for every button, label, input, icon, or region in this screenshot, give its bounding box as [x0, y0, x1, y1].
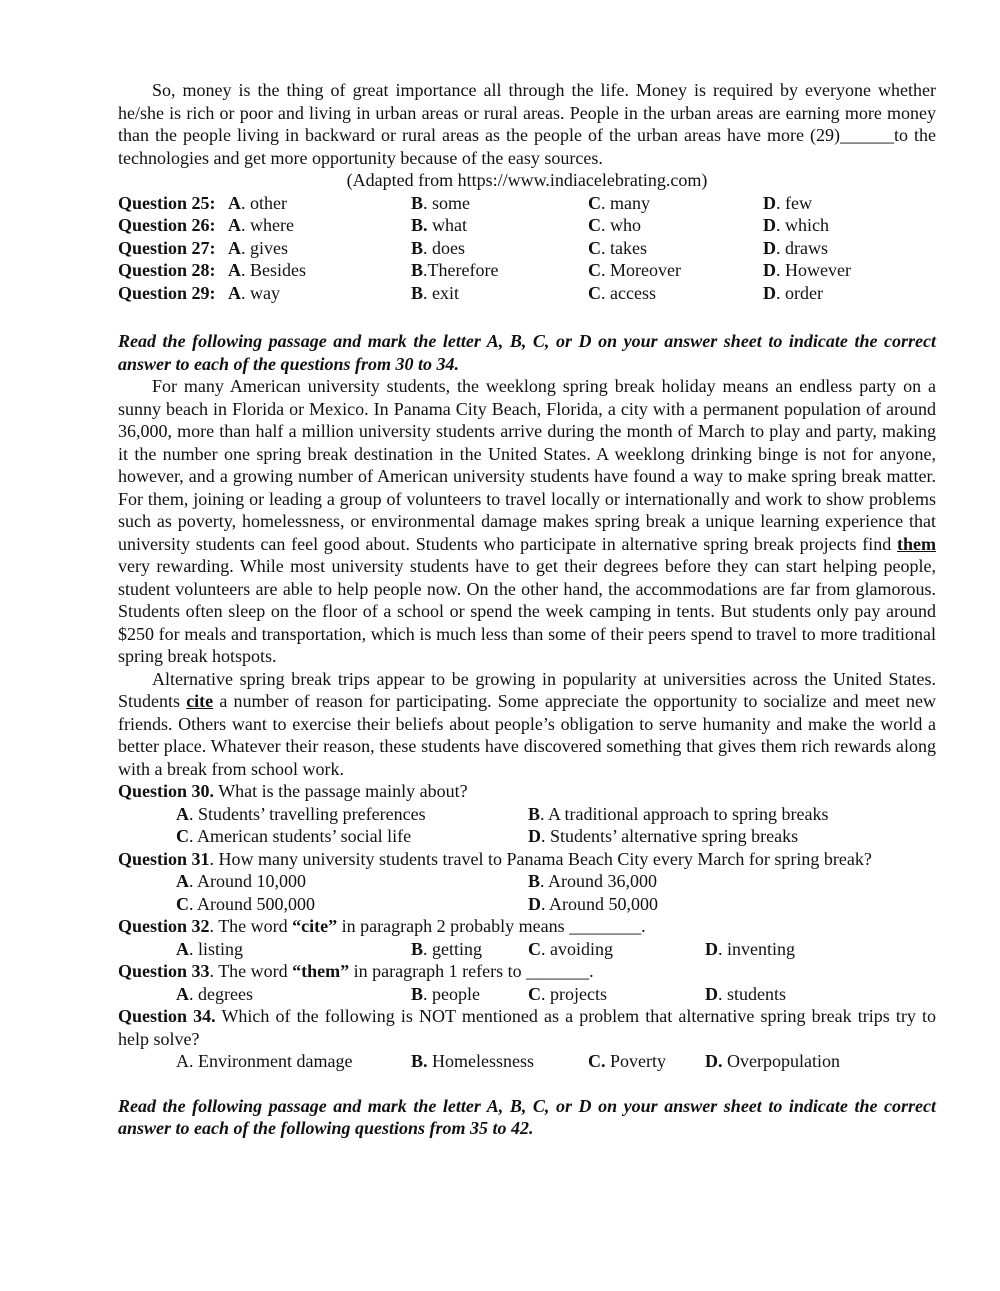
option-d[interactable]: D. students: [705, 983, 787, 1004]
option-b[interactable]: B. people: [411, 983, 480, 1004]
option-c[interactable]: C. Poverty: [588, 1051, 666, 1071]
option-d[interactable]: D. Around 50,000: [528, 893, 658, 914]
exam-page: [118, 79, 936, 1140]
question-label: Question 30.: [118, 781, 215, 801]
source-citation: (Adapted from https://www.indiacelebrating.com): [346, 170, 708, 190]
question-33: Question 33. The word “them” in paragraph 1 refers to _______.: [118, 961, 594, 981]
option-a[interactable]: A. degrees: [176, 983, 253, 1004]
option-d[interactable]: D. order: [763, 282, 823, 303]
intro-paragraph: [118, 79, 936, 169]
option-c[interactable]: C. many: [588, 192, 650, 213]
option-c[interactable]: C. projects: [528, 983, 607, 1004]
options-row: [118, 1050, 936, 1073]
options-row: [118, 983, 936, 1006]
question-27: [118, 237, 936, 260]
option-d[interactable]: D. inventing: [705, 938, 795, 959]
question-label: Question 28:: [118, 260, 216, 280]
question-label: Question 33: [118, 961, 210, 981]
question-text: What is the passage mainly about?: [214, 781, 468, 801]
question-25: [118, 192, 936, 215]
question-label: Question 25:: [118, 192, 216, 213]
option-a[interactable]: A. gives: [228, 237, 288, 258]
option-c[interactable]: C. avoiding: [528, 938, 613, 959]
option-d[interactable]: D. Students’ alternative spring breaks: [528, 826, 799, 846]
question-32: Question 32. The word “cite” in paragraph 2 probably means ________.: [118, 916, 646, 936]
option-d[interactable]: D. However: [763, 260, 851, 280]
question-30: [118, 780, 936, 803]
option-b[interactable]: B. does: [411, 237, 466, 258]
option-b[interactable]: B.Therefore: [411, 260, 499, 280]
option-a[interactable]: A. Environment damage: [176, 1051, 353, 1071]
option-c[interactable]: C. who: [588, 215, 641, 235]
option-a[interactable]: A. Around 10,000: [176, 871, 306, 891]
blank-29: ______: [839, 125, 894, 145]
quoted-word: “them”: [292, 961, 350, 981]
option-a[interactable]: A. listing: [176, 938, 244, 959]
option-b[interactable]: B. exit: [411, 282, 460, 303]
options-row: [118, 893, 936, 916]
highlighted-word-cite: cite: [186, 691, 214, 711]
question-31: [118, 848, 936, 871]
question-label: Question 29:: [118, 282, 216, 303]
option-a[interactable]: A. way: [228, 282, 280, 303]
question-label: Question 32: [118, 916, 210, 936]
option-b[interactable]: B. Homelessness: [411, 1051, 535, 1071]
quoted-word: “cite”: [292, 916, 338, 936]
option-a[interactable]: A. Students’ travelling preferences: [176, 803, 426, 824]
question-28: [118, 259, 936, 282]
option-c[interactable]: C. Moreover: [588, 260, 681, 280]
options-row: [118, 825, 936, 848]
option-a[interactable]: A. other: [228, 192, 287, 213]
option-d[interactable]: D. which: [763, 215, 829, 235]
intro-text-end: to the technologies and get more opportunity because of the easy sources.: [118, 125, 936, 168]
passage-paragraph-1: For many American university students, the weeklong spring break holiday means an endless party on a sunny beach in Florida or Mexico. In Panama City Beach, Florida, a city with a permanent population of around 36,000, more than half a million university students arrive during the month of March to play and party, making it the number one spring break destination in the United States. A weeklong drinking binge is not for anyone, however, and a growing number of American university students have found a way to make spring break matter. For them, joining or leading a group of volunteers to travel locally or internationally and work to show problems such as poverty, homelessness, or environmental damage makes spring break a unique learning experience that university students can feel good about. Students who participate in alternative spring break projects find them very rewarding. While most university students have to get their degrees before they can start helping people, student volunteers are able to help people now. On the other hand, the accommodations are far from glamorous. Students often sleep on the floor of a school or spend the week camping in tents. But students only pay around $250 for meals and transportation, which is much less than some of their peers spend to travel to more traditional spring break hotspots.: [118, 376, 936, 666]
section-directions-30-34: Read the following passage and mark the letter A, B, C, or D on your answer sheet to indicate the correct answer to each of the questions from 30 to 34.: [118, 331, 936, 374]
option-c[interactable]: C. takes: [588, 237, 647, 258]
highlighted-word-them: them: [897, 533, 936, 554]
question-label: Question 34.: [118, 1006, 216, 1026]
intro-text: So, money is the thing of great importance all through the life. Money is required by everyone whether he/she is rich or poor and living in urban areas or rural areas. People in the urban areas are earning more money than the people living in backward or rural areas as the people of the urban areas have more (29): [118, 80, 936, 145]
cloze-question-list: [118, 192, 936, 305]
option-d[interactable]: D. draws: [763, 237, 828, 258]
option-b[interactable]: B. some: [411, 192, 471, 213]
option-c[interactable]: C. access: [588, 282, 656, 303]
option-a[interactable]: A. where: [228, 215, 294, 235]
options-row: [118, 803, 936, 826]
options-row: [118, 938, 936, 961]
section-directions-35-42: Read the following passage and mark the letter A, B, C, or D on your answer sheet to indicate the correct answer to each of the following questions from 35 to 42.: [118, 1095, 936, 1138]
question-label: Question 31: [118, 848, 210, 869]
question-label: Question 26:: [118, 215, 216, 235]
option-b[interactable]: B. A traditional approach to spring breaks: [528, 803, 829, 824]
option-b[interactable]: B. Around 36,000: [528, 871, 658, 891]
option-c[interactable]: C. American students’ social life: [176, 826, 412, 846]
question-text: Which of the following is NOT mentioned as a problem that alternative spring break trips try to help solve?: [118, 1006, 936, 1049]
option-a[interactable]: A. Besides: [228, 260, 306, 280]
question-29: [118, 282, 936, 305]
option-b[interactable]: B. getting: [411, 938, 483, 959]
passage-paragraph-2: Alternative spring break trips appear to be growing in popularity at universities across the United States. Students cite a number of reason for participating. Some appreciate the opportunity to socialize and meet new friends. Others want to exercise their beliefs about people’s obligation to serve humanity and make the world a better place. Whatever their reason, these students have discovered something that gives them rich rewards along with a break from school work.: [118, 668, 936, 779]
question-34: [118, 1005, 936, 1050]
option-d[interactable]: D. Overpopulation: [705, 1051, 840, 1071]
options-row: [118, 870, 936, 893]
option-d[interactable]: D. few: [763, 192, 812, 213]
question-text: . How many university students travel to Panama Beach City every March for spring break?: [209, 848, 872, 869]
option-c[interactable]: C. Around 500,000: [176, 893, 315, 914]
question-26: [118, 214, 936, 237]
option-b[interactable]: B. what: [411, 215, 468, 235]
question-label: Question 27:: [118, 237, 216, 258]
